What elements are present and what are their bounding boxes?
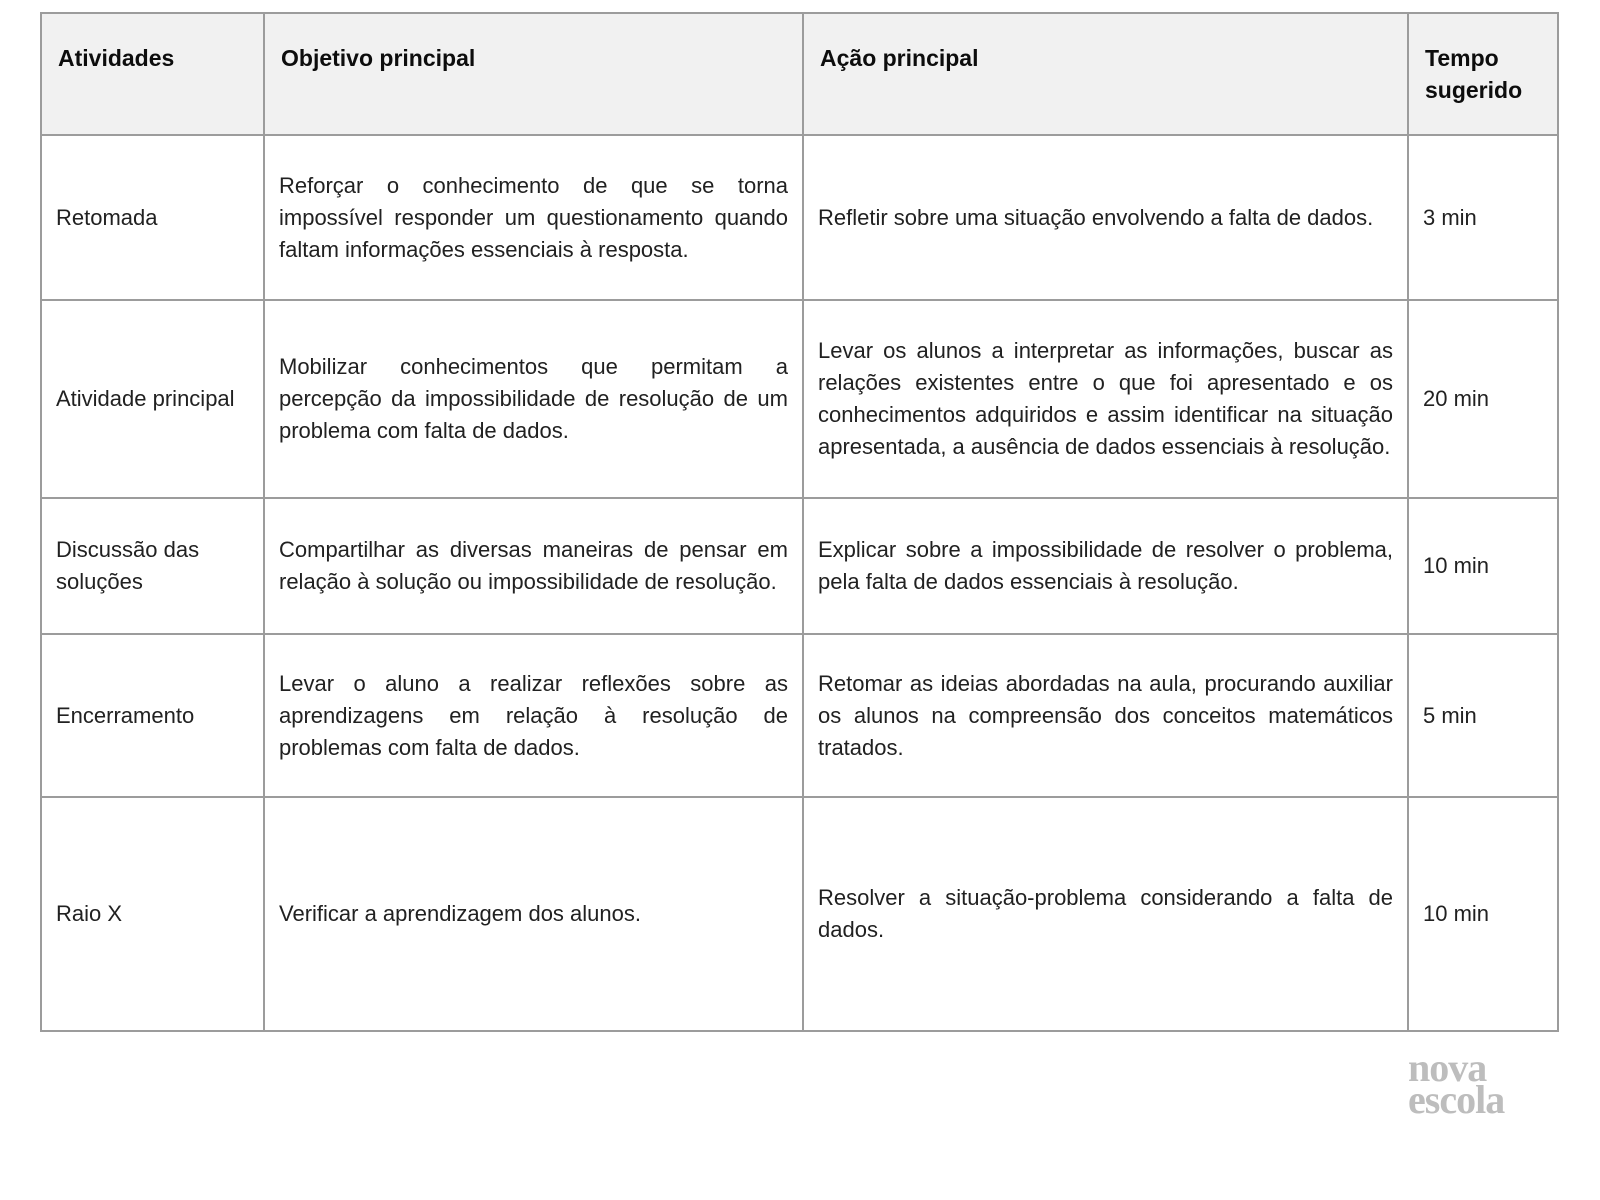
cell-acao: Resolver a situação-problema considerando a falta de dados.: [803, 797, 1408, 1031]
table-row: [41, 300, 1558, 498]
cell-objetivo: Verificar a aprendizagem dos alunos.: [264, 797, 803, 1031]
cell-atividade: Discussão das soluções: [41, 498, 264, 634]
cell-acao: Levar os alunos a interpretar as informações, buscar as relações existentes entre o que foi apresentado e os conhecimentos adquiridos e assim identificar na situação apresentada, a ausência de dados essenciais à resolução.: [803, 300, 1408, 498]
nova-escola-logo: [1408, 1045, 1505, 1122]
cell-atividade: Atividade principal: [41, 300, 264, 498]
header-acao-principal: Ação principal: [803, 13, 1408, 135]
table-row: [41, 797, 1558, 1031]
logo-line-1: nova: [1408, 1045, 1487, 1090]
cell-acao: Refletir sobre uma situação envolvendo a falta de dados.: [803, 135, 1408, 300]
table-row: [41, 498, 1558, 634]
logo-line-2: escola: [1408, 1077, 1505, 1122]
cell-acao: Retomar as ideias abordadas na aula, procurando auxiliar os alunos na compreensão dos conceitos matemáticos tratados.: [803, 634, 1408, 797]
cell-objetivo: Reforçar o conhecimento de que se torna impossível responder um questionamento quando faltam informações essenciais à resposta.: [264, 135, 803, 300]
cell-objetivo: Mobilizar conhecimentos que permitam a percepção da impossibilidade de resolução de um problema com falta de dados.: [264, 300, 803, 498]
cell-atividade: Retomada: [41, 135, 264, 300]
table-row: [41, 135, 1558, 300]
cell-tempo: 3 min: [1408, 135, 1558, 300]
cell-tempo: 10 min: [1408, 797, 1558, 1031]
table-row: [41, 634, 1558, 797]
lesson-plan-table: [40, 12, 1559, 1032]
header-tempo-sugerido: Tempo sugerido: [1408, 13, 1558, 135]
header-objetivo-principal: Objetivo principal: [264, 13, 803, 135]
cell-objetivo: Levar o aluno a realizar reflexões sobre as aprendizagens em relação à resolução de problemas com falta de dados.: [264, 634, 803, 797]
cell-acao: Explicar sobre a impossibilidade de resolver o problema, pela falta de dados essenciais à resolução.: [803, 498, 1408, 634]
cell-tempo: 10 min: [1408, 498, 1558, 634]
cell-atividade: Raio X: [41, 797, 264, 1031]
cell-atividade: Encerramento: [41, 634, 264, 797]
cell-tempo: 20 min: [1408, 300, 1558, 498]
header-atividades: Atividades: [41, 13, 264, 135]
table-header-row: [41, 13, 1558, 135]
cell-tempo: 5 min: [1408, 634, 1558, 797]
cell-objetivo: Compartilhar as diversas maneiras de pensar em relação à solução ou impossibilidade de resolução.: [264, 498, 803, 634]
